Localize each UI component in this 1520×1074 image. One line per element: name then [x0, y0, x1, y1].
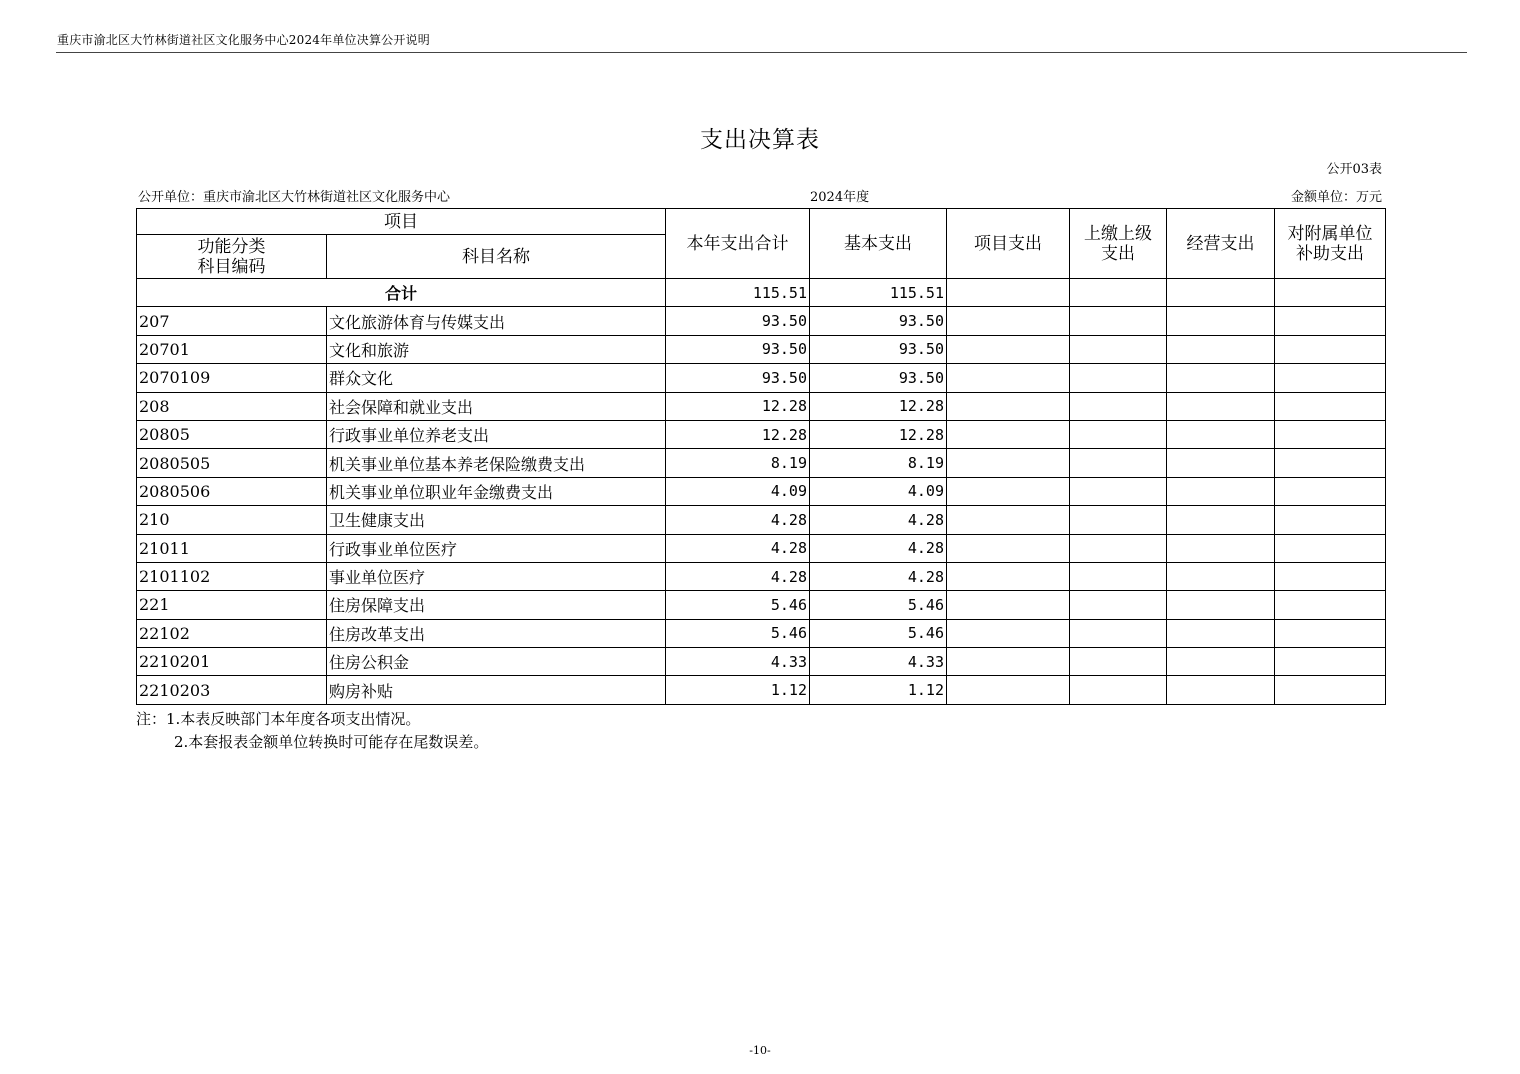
- table-row: [137, 364, 1386, 392]
- row-name: 住房改革支出: [327, 619, 666, 647]
- total-upper-level: [1070, 279, 1167, 307]
- header-business: 经营支出: [1167, 209, 1275, 279]
- header-func-code: [137, 235, 327, 279]
- row-basic: 4.33: [810, 648, 947, 676]
- row-code: 2210203: [137, 676, 327, 704]
- table-notes: [136, 708, 488, 754]
- row-name: 文化旅游体育与传媒支出: [327, 307, 666, 335]
- row-project: [947, 591, 1070, 619]
- row-upper: [1070, 534, 1167, 562]
- row-basic: 4.28: [810, 506, 947, 534]
- row-subsidy: [1275, 648, 1386, 676]
- row-subsidy: [1275, 335, 1386, 363]
- table-row: [137, 534, 1386, 562]
- row-upper: [1070, 648, 1167, 676]
- row-basic: 4.28: [810, 562, 947, 590]
- row-subsidy: [1275, 676, 1386, 704]
- row-business: [1167, 506, 1275, 534]
- row-code: 20805: [137, 420, 327, 448]
- row-basic: 8.19: [810, 449, 947, 477]
- row-total: 93.50: [666, 364, 810, 392]
- row-business: [1167, 562, 1275, 590]
- table-row: [137, 648, 1386, 676]
- row-basic: 1.12: [810, 676, 947, 704]
- row-project: [947, 562, 1070, 590]
- row-total: 12.28: [666, 420, 810, 448]
- header-subsidy-line1: 对附属单位: [1287, 223, 1373, 244]
- row-project: [947, 307, 1070, 335]
- row-total: 93.50: [666, 307, 810, 335]
- table-row: [137, 477, 1386, 505]
- row-code: 2101102: [137, 562, 327, 590]
- row-subsidy: [1275, 307, 1386, 335]
- row-upper: [1070, 392, 1167, 420]
- table-row: [137, 307, 1386, 335]
- row-total: 93.50: [666, 335, 810, 363]
- row-subsidy: [1275, 591, 1386, 619]
- row-name: 购房补贴: [327, 676, 666, 704]
- form-number: 公开03表: [1326, 162, 1382, 177]
- header-func-code-line2: 科目编码: [197, 256, 266, 277]
- table-row: [137, 619, 1386, 647]
- row-basic: 12.28: [810, 420, 947, 448]
- row-code: 22102: [137, 619, 327, 647]
- row-upper: [1070, 562, 1167, 590]
- table-row: [137, 420, 1386, 448]
- row-code: 2080505: [137, 449, 327, 477]
- row-business: [1167, 534, 1275, 562]
- row-business: [1167, 619, 1275, 647]
- row-business: [1167, 477, 1275, 505]
- table-row: [137, 562, 1386, 590]
- row-business: [1167, 449, 1275, 477]
- row-upper: [1070, 335, 1167, 363]
- note-line-2: 2.本套报表金额单位转换时可能存在尾数误差。: [174, 733, 489, 751]
- row-basic: 93.50: [810, 307, 947, 335]
- header-upper-level: [1070, 209, 1167, 279]
- row-business: [1167, 648, 1275, 676]
- row-code: 2080506: [137, 477, 327, 505]
- row-upper: [1070, 477, 1167, 505]
- row-upper: [1070, 619, 1167, 647]
- header-basic: 基本支出: [810, 209, 947, 279]
- fiscal-year: 2024年度: [810, 190, 870, 205]
- row-project: [947, 335, 1070, 363]
- row-subsidy: [1275, 619, 1386, 647]
- row-name: 群众文化: [327, 364, 666, 392]
- total-year-expense: 115.51: [666, 279, 810, 307]
- page-title: 支出决算表: [700, 127, 820, 153]
- row-total: 5.46: [666, 591, 810, 619]
- row-business: [1167, 420, 1275, 448]
- row-project: [947, 392, 1070, 420]
- row-project: [947, 449, 1070, 477]
- row-project: [947, 619, 1070, 647]
- row-code: 210: [137, 506, 327, 534]
- row-project: [947, 477, 1070, 505]
- row-subsidy: [1275, 392, 1386, 420]
- row-code: 221: [137, 591, 327, 619]
- row-name: 机关事业单位基本养老保险缴费支出: [327, 449, 666, 477]
- row-subsidy: [1275, 364, 1386, 392]
- row-subsidy: [1275, 534, 1386, 562]
- row-business: [1167, 392, 1275, 420]
- header-divider: [56, 52, 1467, 53]
- row-upper: [1070, 307, 1167, 335]
- row-basic: 93.50: [810, 364, 947, 392]
- row-basic: 4.28: [810, 534, 947, 562]
- row-upper: [1070, 364, 1167, 392]
- expenditure-table: [136, 208, 1386, 705]
- row-total: 1.12: [666, 676, 810, 704]
- total-row: [137, 279, 1386, 307]
- row-total: 4.09: [666, 477, 810, 505]
- header-upper-level-line2: 支出: [1101, 243, 1135, 264]
- row-basic: 12.28: [810, 392, 947, 420]
- total-basic-expense: 115.51: [810, 279, 947, 307]
- row-basic: 93.50: [810, 335, 947, 363]
- row-subsidy: [1275, 506, 1386, 534]
- row-code: 2070109: [137, 364, 327, 392]
- row-subsidy: [1275, 420, 1386, 448]
- header-subject-name: 科目名称: [327, 235, 666, 279]
- row-name: 行政事业单位医疗: [327, 534, 666, 562]
- row-total: 12.28: [666, 392, 810, 420]
- row-name: 住房保障支出: [327, 591, 666, 619]
- row-business: [1167, 676, 1275, 704]
- row-upper: [1070, 420, 1167, 448]
- table-row: [137, 506, 1386, 534]
- row-project: [947, 534, 1070, 562]
- row-upper: [1070, 449, 1167, 477]
- row-total: 4.33: [666, 648, 810, 676]
- row-name: 事业单位医疗: [327, 562, 666, 590]
- row-upper: [1070, 591, 1167, 619]
- page-number: -10-: [749, 1044, 771, 1057]
- header-subsidy-line2: 补助支出: [1296, 243, 1364, 264]
- row-total: 8.19: [666, 449, 810, 477]
- row-code: 2210201: [137, 648, 327, 676]
- row-code: 208: [137, 392, 327, 420]
- row-total: 5.46: [666, 619, 810, 647]
- row-upper: [1070, 676, 1167, 704]
- row-project: [947, 676, 1070, 704]
- row-name: 社会保障和就业支出: [327, 392, 666, 420]
- total-business: [1167, 279, 1275, 307]
- document-header: 重庆市渝北区大竹林街道社区文化服务中心2024年单位决算公开说明: [57, 33, 430, 47]
- row-total: 4.28: [666, 534, 810, 562]
- total-subsidy: [1275, 279, 1386, 307]
- row-subsidy: [1275, 562, 1386, 590]
- row-business: [1167, 364, 1275, 392]
- table-row: [137, 392, 1386, 420]
- table-row: [137, 335, 1386, 363]
- row-name: 机关事业单位职业年金缴费支出: [327, 477, 666, 505]
- row-project: [947, 506, 1070, 534]
- row-business: [1167, 591, 1275, 619]
- row-basic: 4.09: [810, 477, 947, 505]
- table-row: [137, 591, 1386, 619]
- row-project: [947, 648, 1070, 676]
- row-total: 4.28: [666, 506, 810, 534]
- row-business: [1167, 335, 1275, 363]
- row-business: [1167, 307, 1275, 335]
- table-row: [137, 676, 1386, 704]
- row-name: 卫生健康支出: [327, 506, 666, 534]
- row-project: [947, 364, 1070, 392]
- row-name: 文化和旅游: [327, 335, 666, 363]
- total-project-expense: [947, 279, 1070, 307]
- row-project: [947, 420, 1070, 448]
- reporting-unit: 公开单位：重庆市渝北区大竹林街道社区文化服务中心: [138, 190, 451, 205]
- row-code: 20701: [137, 335, 327, 363]
- row-upper: [1070, 506, 1167, 534]
- header-upper-level-line1: 上缴上级: [1084, 223, 1152, 244]
- header-subsidy: [1275, 209, 1386, 279]
- total-label: 合计: [137, 279, 666, 307]
- header-project: 项目: [137, 209, 666, 235]
- row-code: 21011: [137, 534, 327, 562]
- note-line-1: 注：1.本表反映部门本年度各项支出情况。: [136, 710, 421, 728]
- header-project-expense: 项目支出: [947, 209, 1070, 279]
- table-row: [137, 449, 1386, 477]
- row-total: 4.28: [666, 562, 810, 590]
- amount-unit: 金额单位：万元: [1290, 190, 1382, 205]
- row-code: 207: [137, 307, 327, 335]
- row-basic: 5.46: [810, 619, 947, 647]
- row-basic: 5.46: [810, 591, 947, 619]
- row-subsidy: [1275, 449, 1386, 477]
- row-name: 住房公积金: [327, 648, 666, 676]
- header-func-code-line1: 功能分类: [197, 236, 266, 257]
- row-subsidy: [1275, 477, 1386, 505]
- row-name: 行政事业单位养老支出: [327, 420, 666, 448]
- header-total: 本年支出合计: [666, 209, 810, 279]
